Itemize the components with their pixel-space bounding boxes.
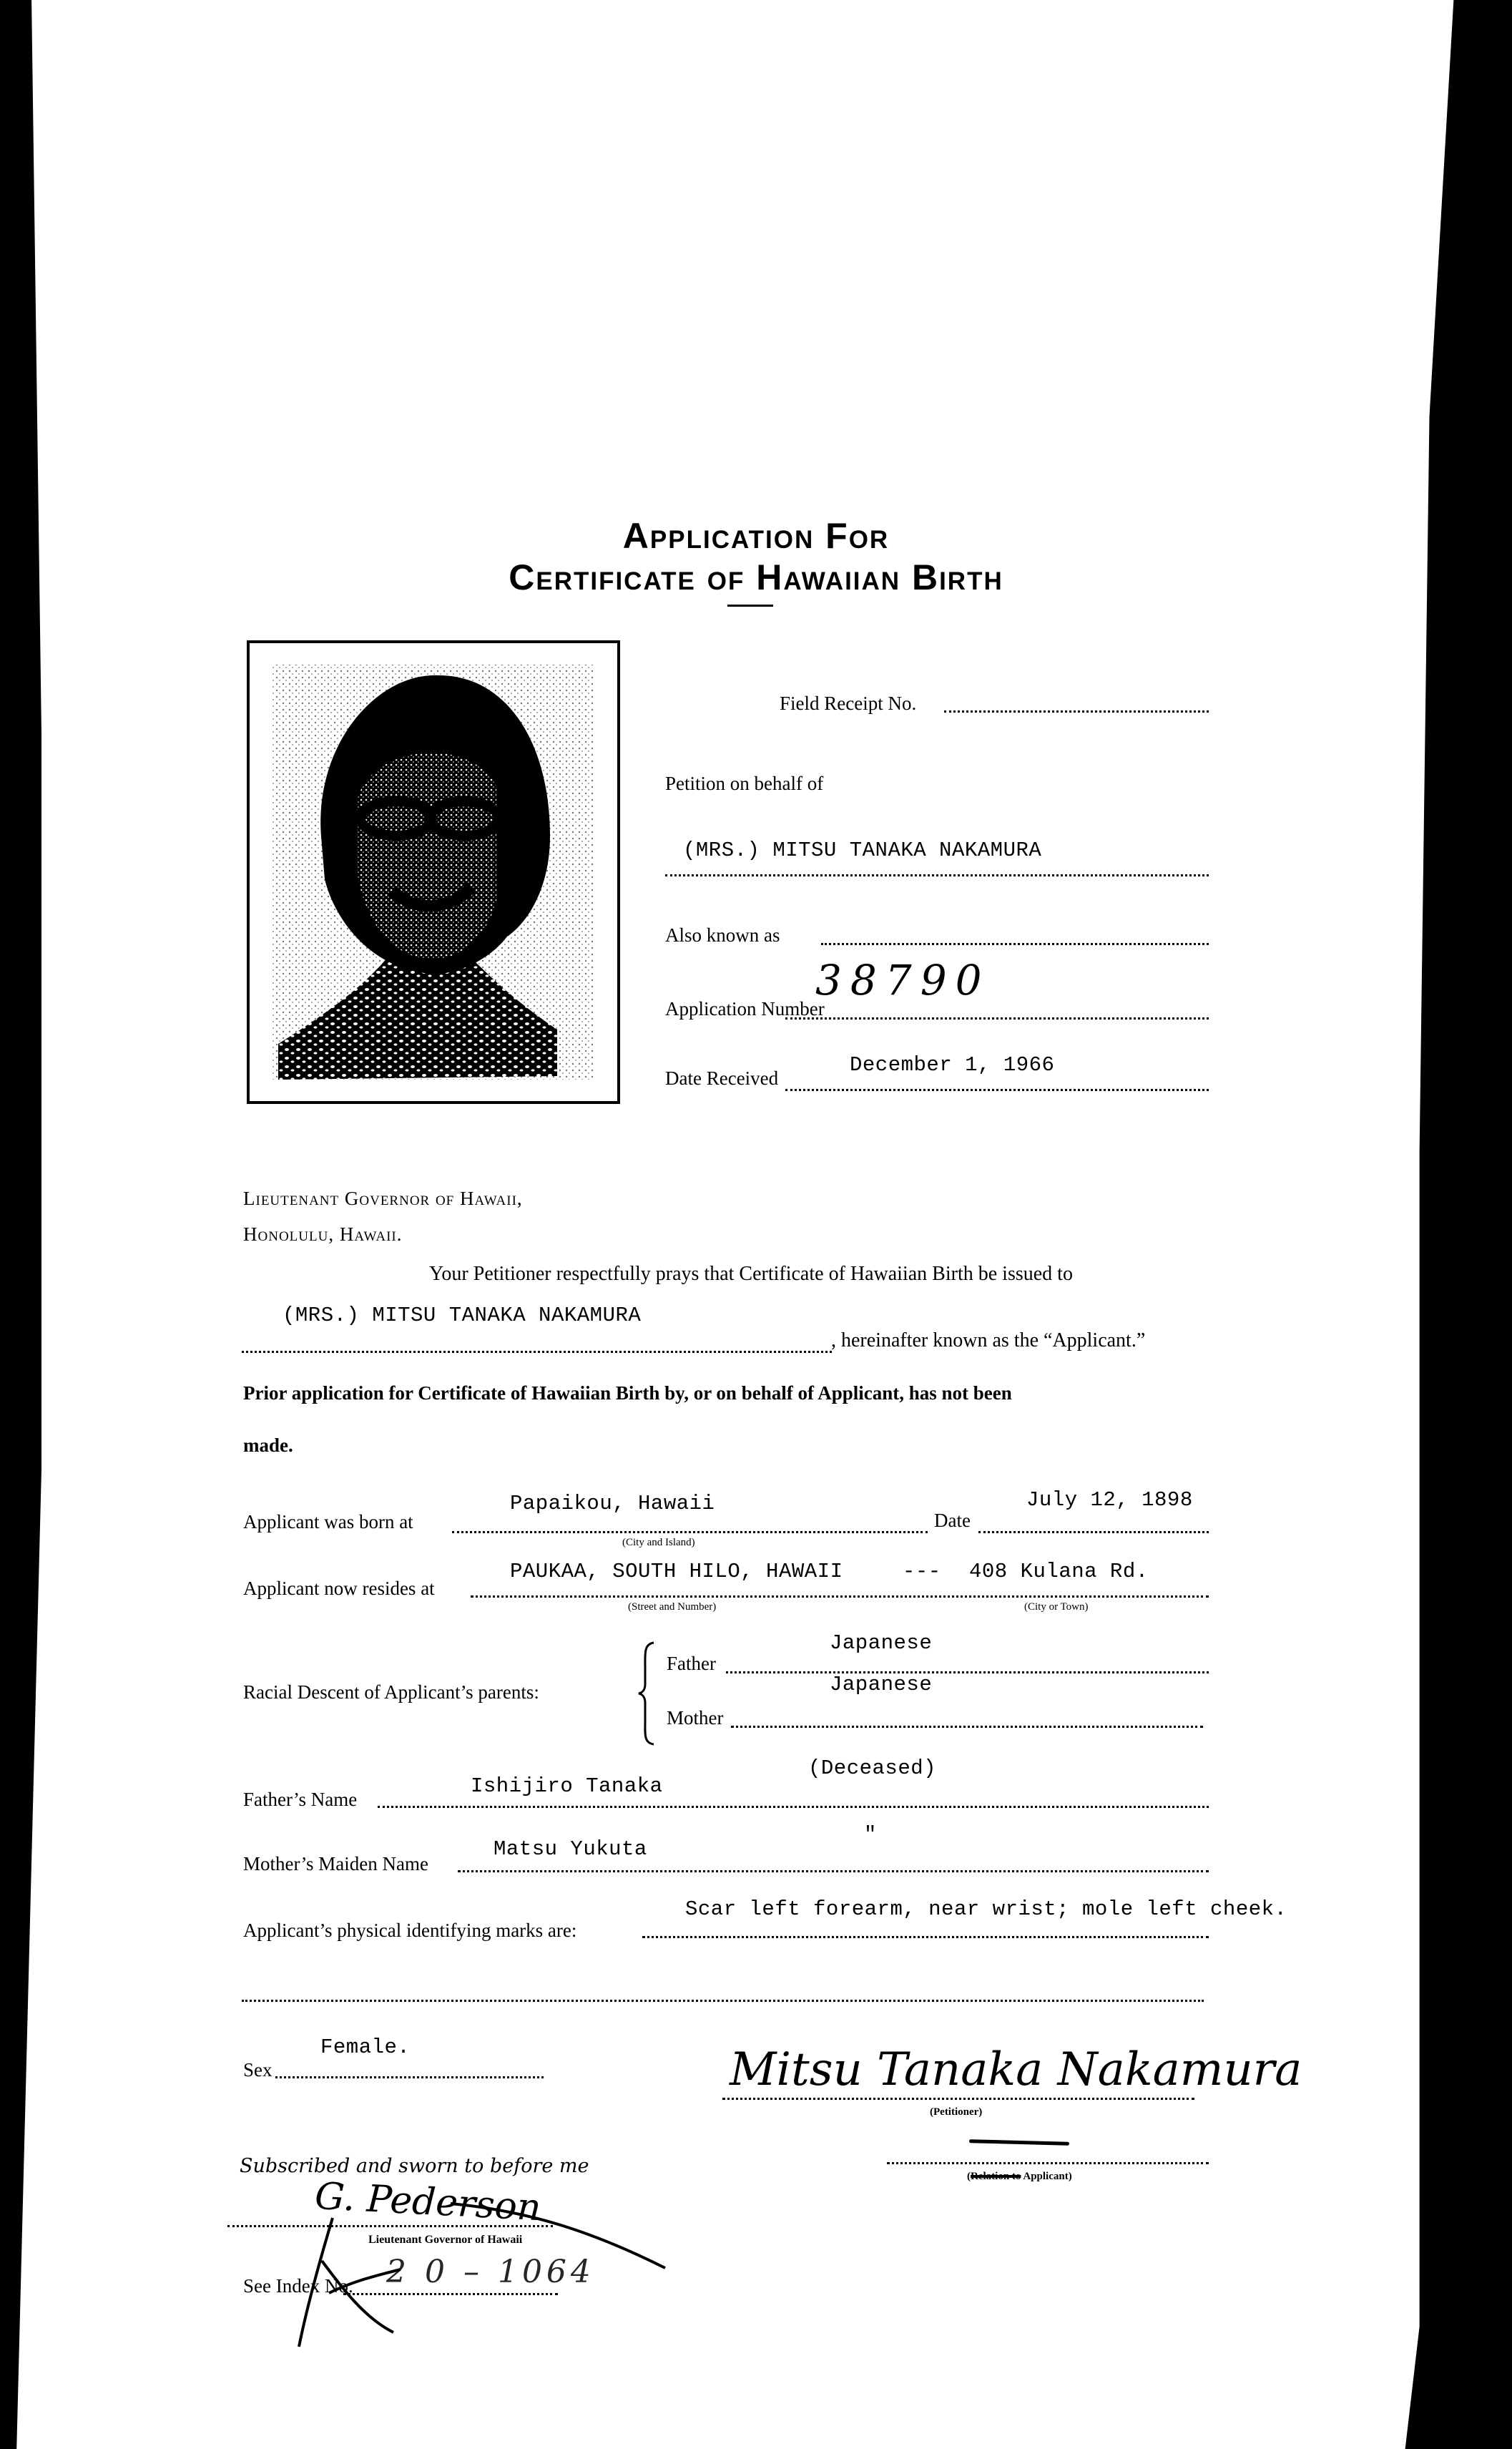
title-rule — [727, 605, 773, 607]
father-status: (Deceased) — [808, 1756, 937, 1780]
scan-edge-right — [1402, 0, 1512, 2449]
also-known-label: Also known as — [665, 924, 780, 946]
prayer-text: Your Petitioner respectfully prays that Certificate of Hawaiian Birth be issued to — [429, 1263, 1073, 1285]
sex-value: Female. — [320, 2035, 411, 2059]
petition-line[interactable] — [665, 874, 1209, 876]
racial-father-line[interactable] — [726, 1671, 1209, 1673]
applicant-name-value: (MRS.) MITSU TANAKA NAKAMURA — [283, 1304, 642, 1327]
date-value: July 12, 1898 — [1026, 1488, 1193, 1512]
father-name-value: Ishijiro Tanaka — [471, 1774, 663, 1798]
racial-father-value: Japanese — [830, 1631, 933, 1655]
sex-label: Sex — [243, 2059, 273, 2081]
mother-maiden-label: Mother’s Maiden Name — [243, 1853, 428, 1874]
petitioner-line[interactable] — [722, 2098, 1194, 2100]
marks-line-2[interactable] — [242, 2000, 1204, 2002]
racial-mother-line[interactable] — [731, 1726, 1203, 1728]
index-line[interactable] — [343, 2293, 558, 2295]
marks-label: Applicant’s physical identifying marks are: — [243, 1920, 577, 1941]
date-received-line[interactable] — [785, 1089, 1209, 1091]
resides-label: Applicant now resides at — [243, 1578, 435, 1599]
resides-line[interactable] — [471, 1595, 1209, 1598]
date-received-value: December 1, 1966 — [850, 1053, 1055, 1077]
petitioner-caption: (Petitioner) — [930, 2106, 983, 2118]
relation-caption — [967, 2171, 1072, 2183]
field-receipt-label: Field Receipt No. — [780, 693, 917, 714]
racial-descent-label: Racial Descent of Applicant’s parents: — [243, 1681, 539, 1703]
resides-value-street: PAUKAA, SOUTH HILO, HAWAII — [510, 1560, 843, 1583]
relation-line[interactable] — [887, 2162, 1209, 2164]
addressee-line-2: Honolulu, Hawaii. — [243, 1223, 403, 1245]
portrait-image — [250, 643, 617, 1101]
mother-maiden-value: Matsu Yukuta — [494, 1837, 647, 1861]
applicant-name-line[interactable] — [242, 1351, 832, 1353]
sex-line[interactable] — [275, 2076, 544, 2078]
racial-mother-value: Japanese — [830, 1673, 933, 1696]
application-number-value: 38790 — [815, 956, 991, 1004]
petition-label: Petition on behalf of — [665, 773, 824, 794]
resides-value-city: 408 Kulana Rd. — [969, 1560, 1149, 1583]
application-number-line[interactable] — [785, 1017, 1209, 1020]
also-known-line[interactable] — [821, 943, 1209, 945]
index-value: 2 0 – 1064 — [386, 2254, 595, 2290]
born-at-caption: (City and Island) — [622, 1537, 695, 1548]
date-label: Date — [934, 1510, 971, 1531]
marks-value: Scar left forearm, near wrist; mole left cheek. — [685, 1897, 1287, 1921]
petition-value: (MRS.) MITSU TANAKA NAKAMURA — [683, 839, 1042, 862]
official-signature: G. Pederson — [313, 2174, 542, 2230]
prior-application-line-2: made. — [243, 1434, 293, 1456]
resides-caption-city: (City or Town) — [1024, 1601, 1089, 1613]
resides-caption-street: (Street and Number) — [628, 1601, 717, 1613]
mother-status: " — [864, 1823, 877, 1847]
mother-maiden-line[interactable] — [458, 1870, 1209, 1872]
index-label: See Index No. — [243, 2275, 353, 2297]
father-name-line[interactable] — [378, 1806, 1209, 1808]
relation-caption-open: ( — [967, 2171, 971, 2182]
scan-edge-left — [0, 0, 41, 2449]
prior-application-line-1: Prior application for Certificate of Hawaiian Birth by, or on behalf of Applicant, has not been — [243, 1382, 1012, 1404]
relation-caption-struck: Relation to — [971, 2171, 1021, 2182]
subscribed-text: Subscribed and sworn to before me — [240, 2155, 589, 2177]
racial-mother-label: Mother — [667, 1707, 724, 1729]
father-name-label: Father’s Name — [243, 1789, 358, 1810]
brace-icon — [637, 1640, 658, 1747]
official-caption: Lieutenant Governor of Hawaii — [368, 2234, 523, 2246]
applicant-photo — [247, 640, 620, 1104]
petitioner-signature: Mitsu Tanaka Nakamura — [730, 2043, 1302, 2096]
application-number-label: Application Number — [665, 998, 825, 1020]
title-line-1: Application For — [622, 516, 890, 556]
resides-separator: --- — [903, 1560, 941, 1583]
born-at-label: Applicant was born at — [243, 1511, 413, 1533]
racial-father-label: Father — [667, 1653, 716, 1674]
relation-strike-mark — [969, 2139, 1069, 2146]
marks-line[interactable] — [642, 1936, 1209, 1938]
born-at-line[interactable] — [452, 1531, 928, 1533]
hereinafter-text: , hereinafter known as the “Applicant.” — [831, 1329, 1146, 1351]
date-line[interactable] — [978, 1531, 1209, 1533]
born-at-value: Papaikou, Hawaii — [510, 1492, 715, 1515]
date-received-label: Date Received — [665, 1067, 779, 1089]
title-line-2: Certificate of Hawaiian Birth — [509, 557, 1003, 597]
addressee-line-1: Lieutenant Governor of Hawaii, — [243, 1188, 523, 1209]
field-receipt-line[interactable] — [944, 710, 1209, 713]
relation-caption-rest: Applicant) — [1023, 2171, 1072, 2182]
official-line[interactable] — [227, 2225, 553, 2227]
